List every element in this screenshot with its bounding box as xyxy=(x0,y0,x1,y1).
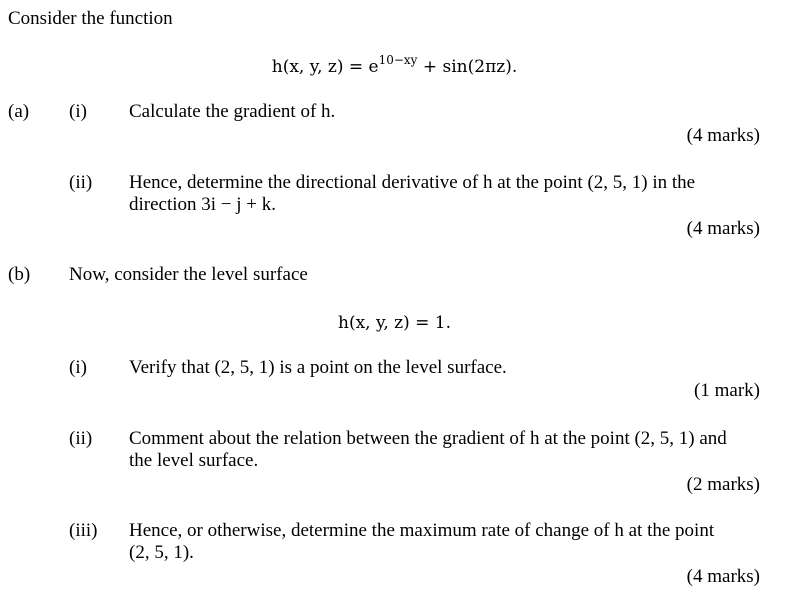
part-b-iii-label: (iii) xyxy=(69,520,98,541)
part-a-i-label: (i) xyxy=(69,101,87,122)
part-a-label: (a) xyxy=(8,101,30,122)
part-a-i-text: Calculate the gradient of h. xyxy=(129,101,336,122)
part-a-i-marks: (4 marks) xyxy=(686,125,760,146)
part-b-i-label: (i) xyxy=(69,357,87,378)
part-b-ii-line2: the level surface. xyxy=(129,450,259,471)
part-b-intro: Now, consider the level surface xyxy=(69,264,308,285)
part-b-ii-marks: (2 marks) xyxy=(686,474,760,495)
intro-text: Consider the function xyxy=(8,8,173,29)
function-exponent: 10−xy xyxy=(378,53,418,67)
part-a-ii-marks: (4 marks) xyxy=(686,218,760,239)
part-a-ii-line2: direction 3i − j + k. xyxy=(129,194,277,215)
part-b-ii-line1: Comment about the relation between the gradient of h at the point (2, 5, 1) and xyxy=(129,428,727,449)
part-b-iii-line1: Hence, or otherwise, determine the maximum rate of change of h at the point xyxy=(129,520,715,541)
part-b-label: (b) xyxy=(8,264,31,285)
part-b-ii-label: (ii) xyxy=(69,428,93,449)
level-surface-equation: h(x, y, z) = 1. xyxy=(338,313,451,333)
part-b-iii-line2: (2, 5, 1). xyxy=(129,542,194,563)
part-a-ii-line1: Hence, determine the directional derivative of h at the point (2, 5, 1) in the xyxy=(129,172,696,193)
part-b-iii-marks: (4 marks) xyxy=(686,566,760,587)
part-b-i-text: Verify that (2, 5, 1) is a point on the level surface. xyxy=(129,357,507,378)
part-a-ii-label: (ii) xyxy=(69,172,93,193)
part-b-i-marks: (1 mark) xyxy=(694,380,760,401)
function-rhs: + sin(2πz). xyxy=(417,57,518,77)
function-definition xyxy=(0,53,789,78)
function-lhs: h(x, y, z) = e xyxy=(271,57,379,77)
